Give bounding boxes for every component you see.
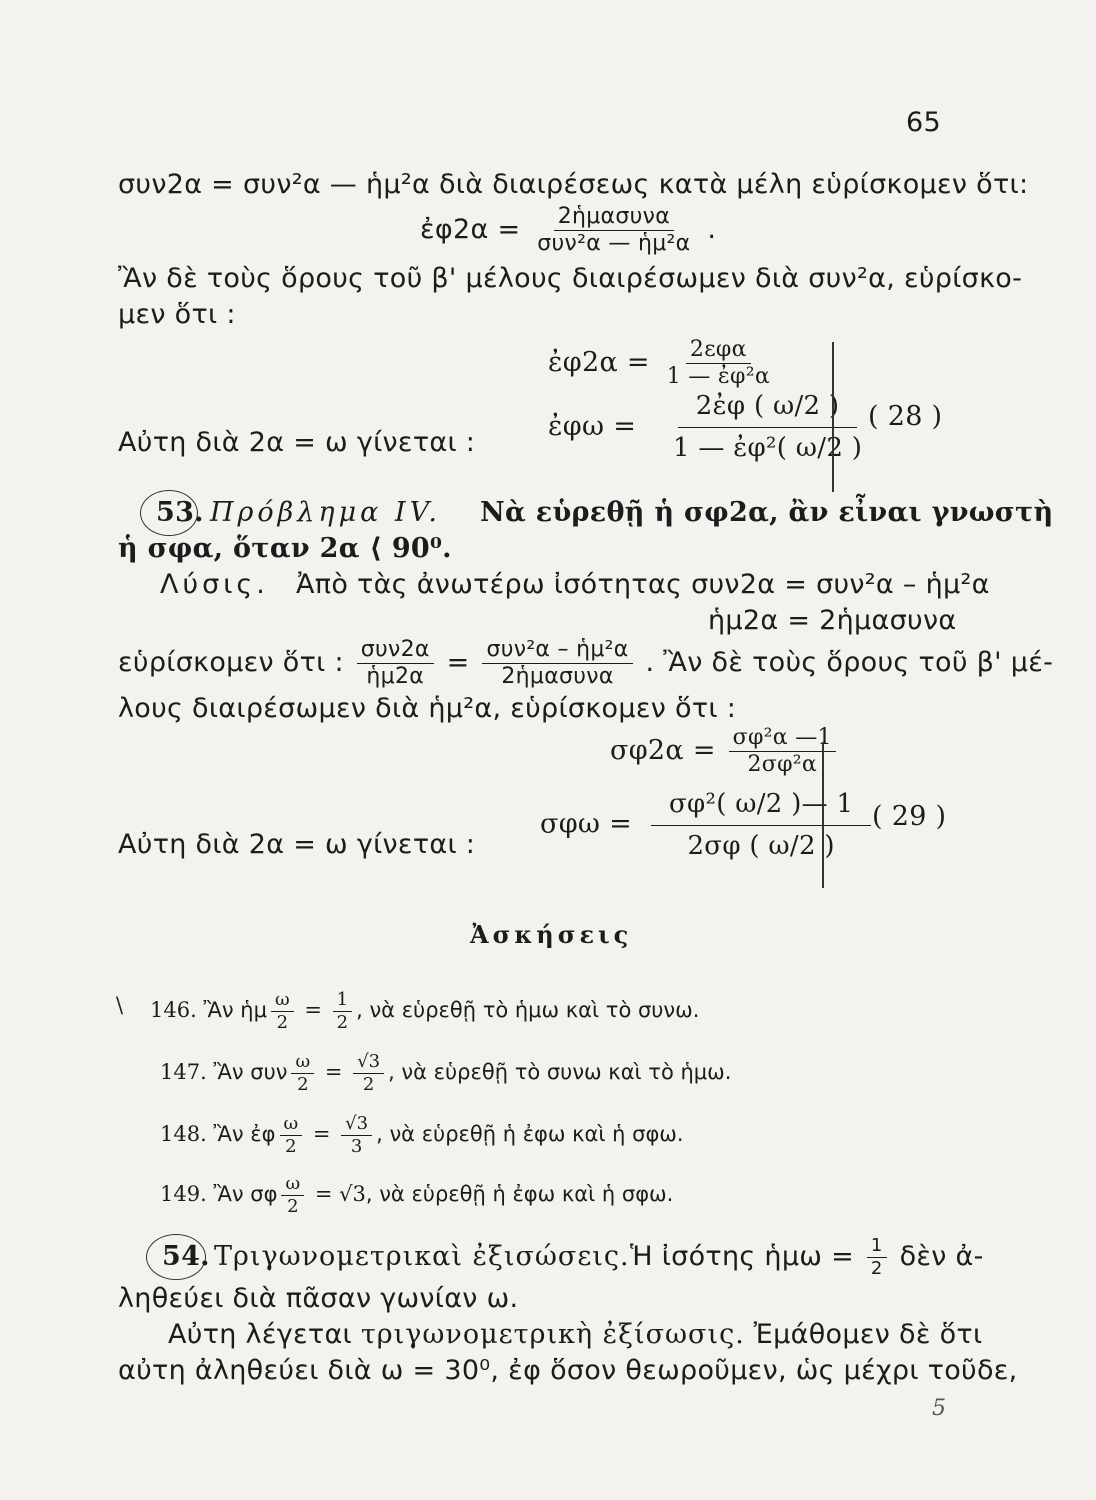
formula29-eq1 [610,726,840,777]
numerator: 2ἡμασυνα [554,205,674,231]
exercise-rest: , νὰ εὑρεθῇ ἡ ἐφω καὶ ἡ σφω. [365,1181,674,1206]
rhs-value: = √3 [314,1181,366,1206]
numerator: συν²α – ἡμ²α [482,638,632,664]
exercise-rest: , νὰ εὑρεθῇ τὸ συνω καὶ τὸ ἡμω. [388,1059,732,1084]
exercise-num: 149. [160,1181,207,1206]
denominator: 2σφ²α [747,752,818,778]
numerator: σφ²α —1 [729,726,836,752]
solution-text: Ἀπὸ τὰς ἀνωτέρω ἰσότητας συν2α = συν²α – ἡμ²α [296,569,990,600]
eq-lhs: σφω = [540,808,633,840]
para1-line3: μεν ὅτι : [118,299,236,330]
omega-half: $\frac{\omega}{2}$ [280,1114,303,1157]
para1-line1: συν2α = συν²α — ἡμ²α διὰ διαιρέσεως κατὰ μέλη εὑρίσκομεν ὅτι: [118,169,1029,200]
equals: = [304,997,322,1022]
eq-lhs: ἐφ2α = [420,214,521,246]
eq-lhs: σφ2α = [610,735,716,767]
fraction-1 [357,638,434,689]
numerator: συν2α [357,638,434,664]
numerator: σφ²( ω/2 )— 1 [651,790,871,826]
formula29-brace [822,742,824,888]
line3-start: εὑρίσκομεν ὅτι : [118,647,344,679]
line3-end: . Ἂν δὲ τοὺς ὅρους τοῦ β' μέ- [645,647,1054,679]
footer-number: 5 [932,1396,947,1421]
exercise-num: 147. [160,1059,207,1084]
fraction [729,726,836,777]
section54-title: Τριγωνομετρικαὶ ἐξισώσεις. [214,1241,630,1272]
formula28-label: ( 28 ) [868,401,943,432]
formula28-eq1 [548,338,778,389]
page-number: 65 [906,107,941,138]
solution-label: Λύσις. [160,569,269,600]
exercise-146 [116,989,700,1033]
section54-line2: ληθεύει διὰ πᾶσαν γωνίαν ω. [118,1283,519,1314]
eq-lhs: ἐφ2α = [548,347,650,379]
fraction [655,392,880,462]
denominator: 1 — ἐφ²α [666,364,770,390]
line3-b: τριγωνομετρικὴ ἐξίσωσις. [360,1319,745,1350]
equals: = [446,647,470,679]
omega-half: $\frac{\omega}{2}$ [271,990,294,1033]
equals: = [324,1059,343,1084]
exercise-149 [160,1174,673,1217]
denominator: 2ἡμασυνα [501,664,614,690]
exercise-rest: , νὰ εὑρεθῇ τὸ ἡμω καὶ τὸ συνω. [356,997,700,1022]
formula29-label: ( 29 ) [872,801,947,832]
exercise-148 [160,1114,684,1157]
solution-text2: ἡμ2α = 2ἡμασυνα [708,605,957,636]
section54-line3 [168,1318,982,1352]
formula29-eq2 [540,790,875,860]
omega-half: $\frac{\omega}{2}$ [291,1052,314,1095]
solution-line4: λους διαιρέσωμεν διὰ ἡμ²α, εὑρίσκομεν ὅτι : [118,693,737,724]
formula28-brace [832,342,834,492]
equals: = [312,1121,331,1146]
rhs-fraction: $\frac{√3}{2}$ [353,1052,384,1095]
para1-line2: Ἂν δὲ τοὺς ὅρους τοῦ β' μέλους διαιρέσωμεν διὰ συν²α, εὑρίσκο- [118,263,1023,294]
problem53-title: Πρόβλημα IV. [210,497,441,528]
solution-line3 [118,638,1053,689]
denominator: 1 — ἐφ²( ω/2 ) [673,432,863,463]
section54-line4: αὐτη ἀληθεύει διὰ ω = 30⁰, ἐφ ὅσον θεωροῦμεν, ὡς μέχρι τοῦδε, [118,1355,1018,1386]
exercise-prefix: Ἂν ἡμ [203,997,267,1022]
fraction [663,338,774,389]
problem53-statement: Νὰ εὑρεθῇ ἡ σφ2α, ἂν εἶναι γνωστὴ [480,497,1054,528]
denominator: συν²α — ἡμ²α [537,231,691,257]
fraction-2 [482,638,632,689]
exercise-prefix: Ἂν σφ [213,1181,278,1206]
formula29-text: Αὐτη διὰ 2α = ω γίνεται : [118,829,476,860]
eq-lhs: ἐφω = [548,410,637,442]
problem53-number: 53. [156,497,204,528]
fraction [651,790,871,860]
denominator: 2σφ ( ω/2 ) [687,830,835,861]
exercise-prefix: Ἂν ἐφ [213,1121,276,1146]
exercises-heading: Ἀσκήσεις [470,920,633,949]
rhs-fraction: $\frac{1}{2}$ [333,990,352,1033]
exercise-num: 146. [150,997,197,1022]
line1-text: Ἡ ἰσότης ἡμω = [630,1240,855,1272]
line1-end: δὲν ἀ- [899,1240,984,1272]
section54-line1 [630,1236,984,1279]
line3-c: Ἐμάθομεν δὲ ὅτι [753,1319,983,1350]
exercise-num: 148. [160,1121,207,1146]
half-fraction: $\frac{1}{2}$ [867,1236,887,1279]
tick-mark: \ [116,993,124,1017]
line3-a: Αὐτη λέγεται [168,1319,352,1350]
numerator: 2εφα [686,338,751,364]
denominator: ἡμ2α [366,664,425,690]
eq-end: . [707,214,717,246]
problem53-statement2: ἡ σφα, ὅταν 2α ⟨ 90⁰. [118,533,452,564]
omega-half: $\frac{\omega}{2}$ [281,1174,304,1217]
rhs-fraction: $\frac{√3}{3}$ [341,1114,372,1157]
exercise-prefix: Ἂν συν [213,1059,288,1084]
exercise-147 [160,1052,731,1095]
formula28-text: Αὐτη διὰ 2α = ω γίνεται : [118,427,476,458]
fraction [533,205,694,256]
section54-number: 54. [162,1241,210,1272]
exercise-rest: , νὰ εὑρεθῇ ἡ ἐφω καὶ ἡ σφω. [376,1121,684,1146]
numerator: 2ἐφ ( ω/2 ) [678,392,858,428]
para1-equation [420,205,716,256]
